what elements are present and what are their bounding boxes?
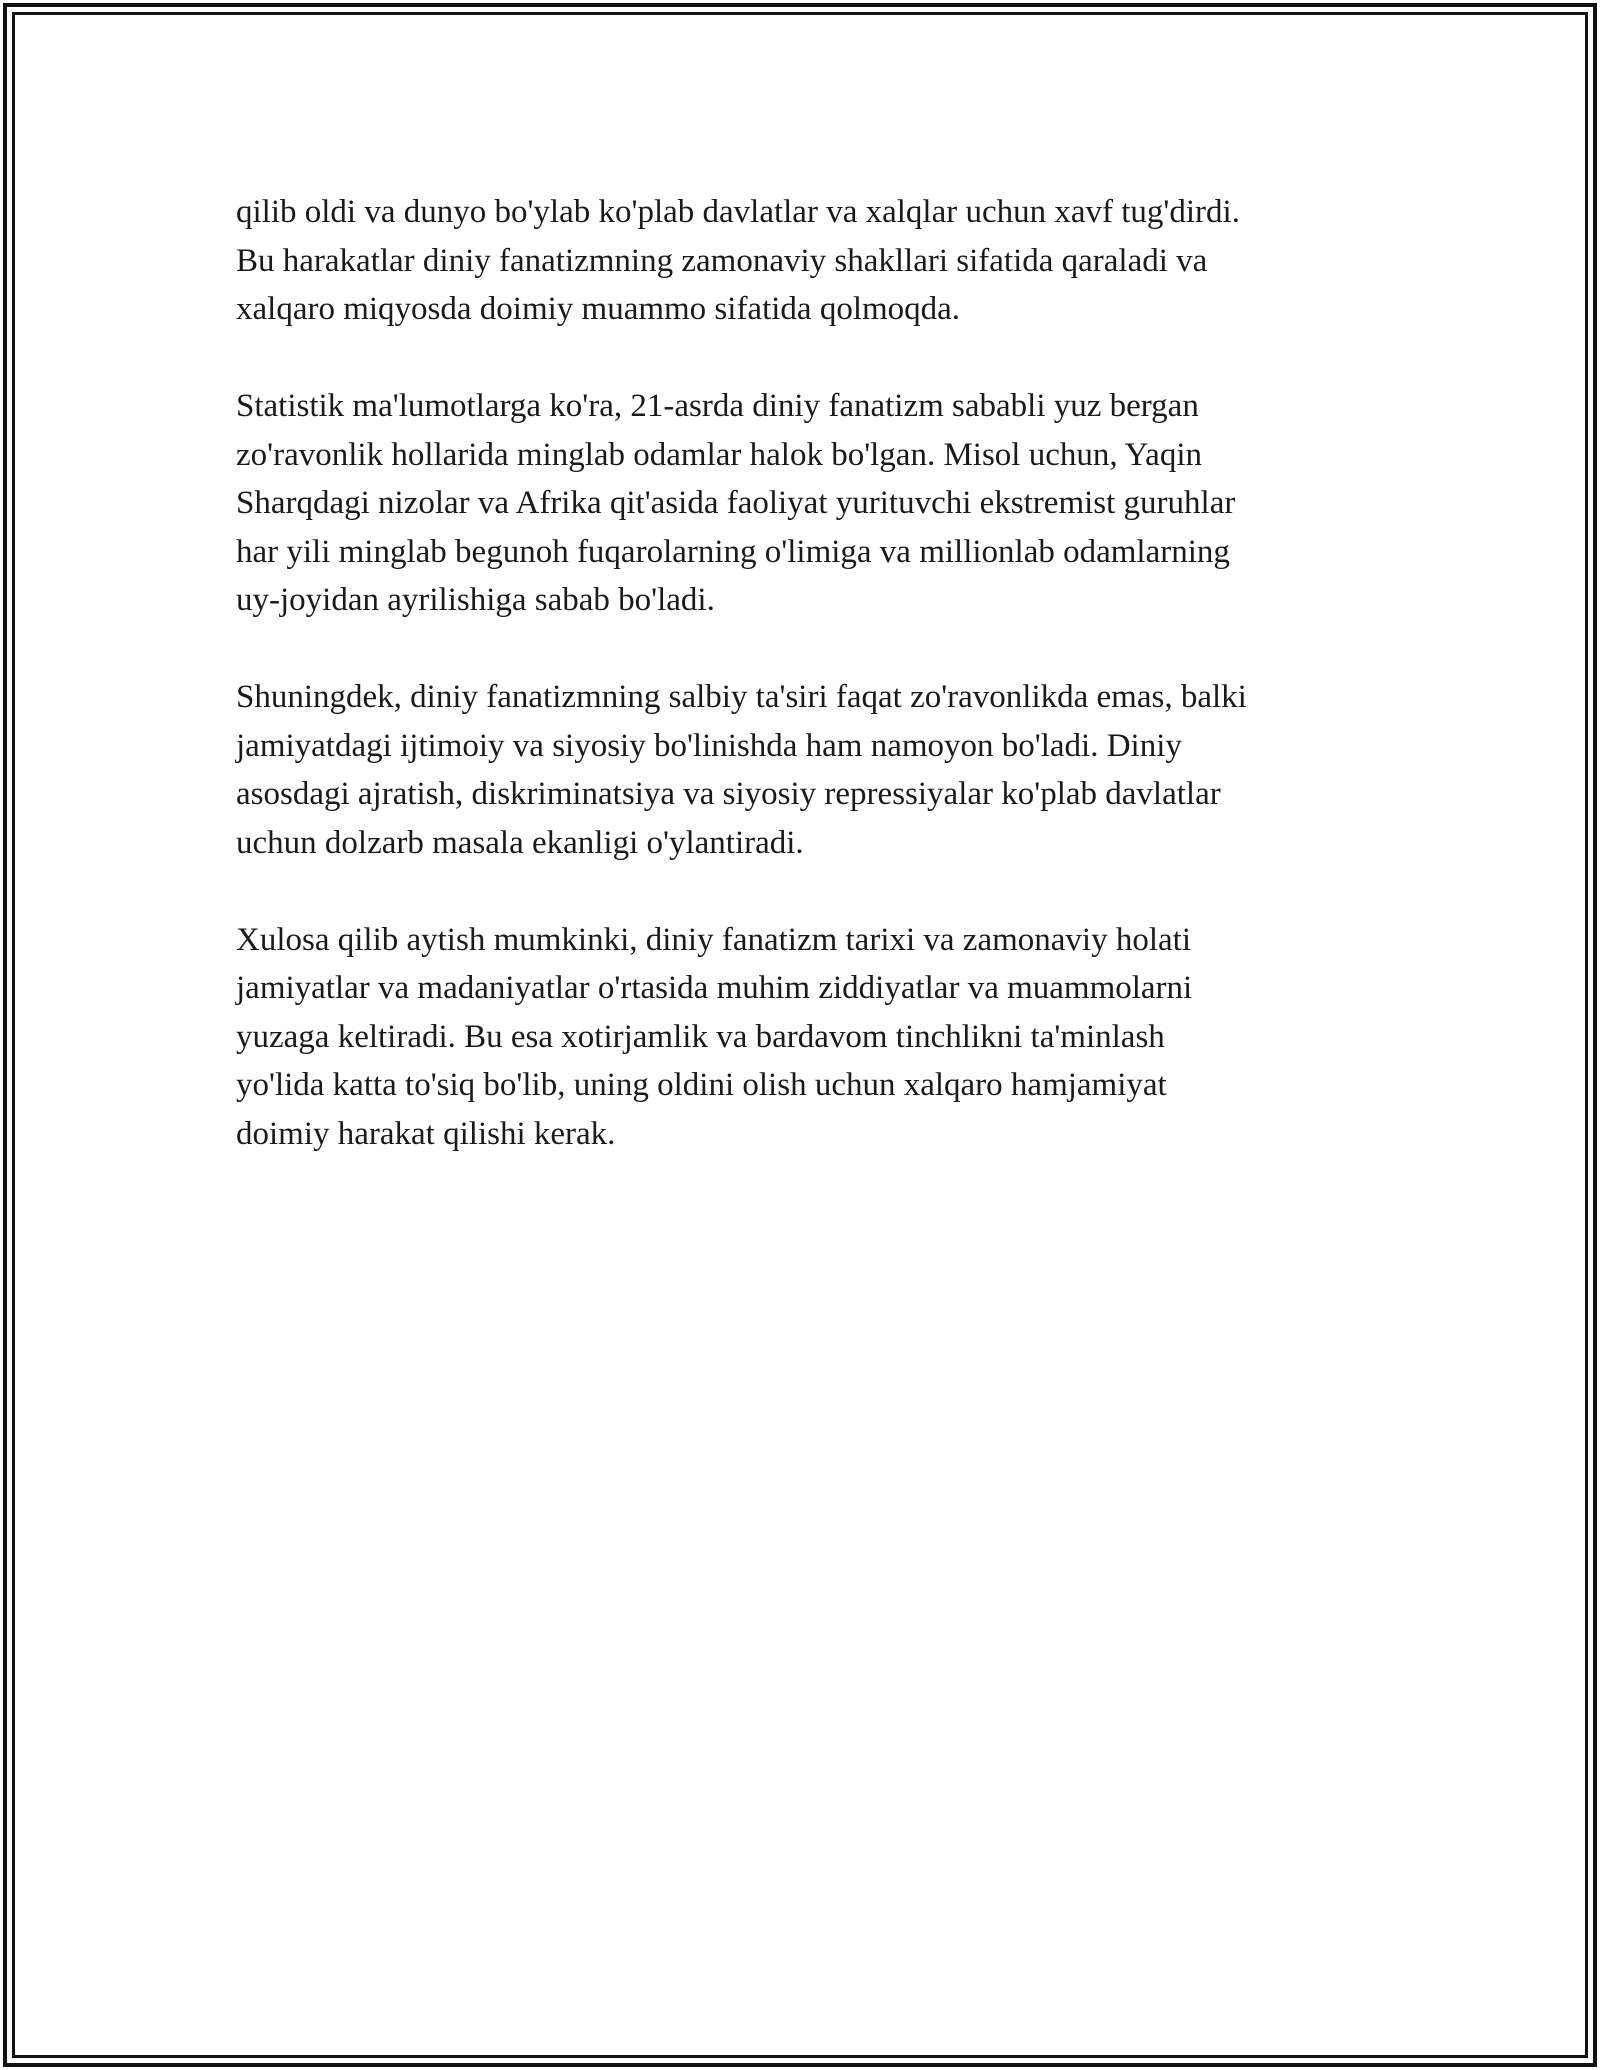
text-line: yo'lida katta to'siq bo'lib, uning oldini olish uchun xalqaro hamjamiyat (236, 1067, 1167, 1103)
text-line: har yili minglab begunoh fuqarolarning o'limiga va millionlab odamlarning (236, 533, 1230, 570)
text-line: zo'ravonlik hollarida minglab odamlar halok bo'lgan. Misol uchun, Yaqin (236, 436, 1202, 473)
text-line: Sharqdagi nizolar va Afrika qit'asida faoliyat yurituvchi ekstremist guruhlar (236, 485, 1236, 521)
text-line: Bu harakatlar diniy fanatizmning zamonaviy shakllari sifatida qaraladi va (236, 242, 1208, 279)
text-line: jamiyatdagi ijtimoiy va siyosiy bo'linishda ham namoyon bo'ladi. Diniy (236, 727, 1182, 764)
text-line: xalqaro miqyosda doimiy muammo sifatida qolmoqda. (236, 291, 961, 327)
text-line: Shuningdek, diniy fanatizmning salbiy ta'siri faqat zo'ravonlikda emas, balki (236, 679, 1247, 715)
paragraph (236, 188, 1386, 334)
paragraph (236, 916, 1386, 1159)
text-line: asosdagi ajratish, diskriminatsiya va siyosiy repressiyalar ko'plab davlatlar (236, 776, 1221, 812)
text-line: uy-joyidan ayrilishiga sabab bo'ladi. (236, 582, 715, 618)
text-line: jamiyatlar va madaniyatlar o'rtasida muhim ziddiyatlar va muammolarni (236, 970, 1193, 1006)
text-line: qilib oldi va dunyo bo'ylab ko'plab davlatlar va xalqlar uchun xavf tug'dirdi. (236, 194, 1240, 230)
text-line: uchun dolzarb masala ekanligi o'ylantiradi. (236, 824, 804, 861)
text-line: Xulosa qilib aytish mumkinki, diniy fanatizm tarixi va zamonaviy holati (236, 921, 1191, 958)
text-line: Statistik ma'lumotlarga ko'ra, 21-asrda diniy fanatizm sababli yuz bergan (236, 388, 1199, 424)
document-body (236, 188, 1386, 1207)
text-line: yuzaga keltiradi. Bu esa xotirjamlik va bardavom tinchlikni ta'minlash (236, 1018, 1165, 1055)
text-line: doimiy harakat qilishi kerak. (236, 1115, 616, 1152)
paragraph (236, 382, 1386, 625)
paragraph (236, 673, 1386, 867)
